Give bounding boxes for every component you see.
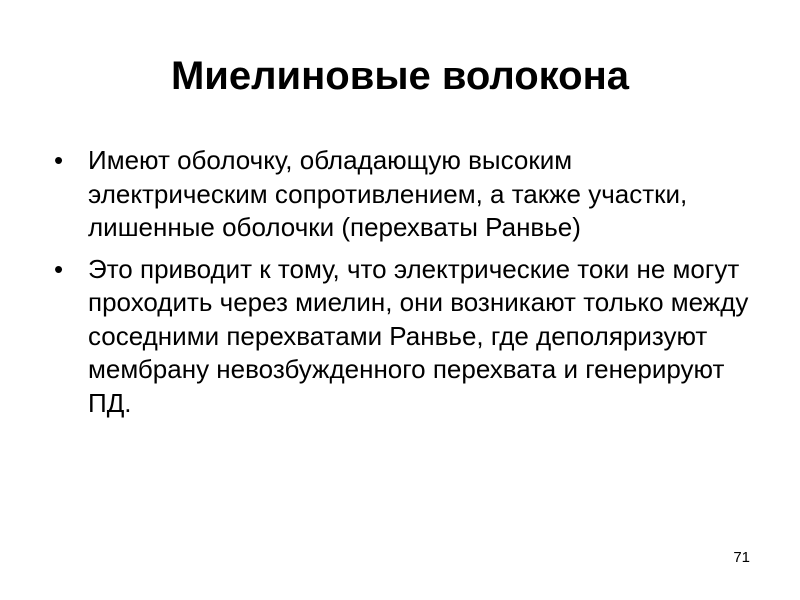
- bullet-dot-icon: •: [54, 145, 64, 175]
- bullet-item: [50, 144, 750, 245]
- page-number: 71: [733, 549, 750, 566]
- bullet-text: Это приводит к тому, что электрические токи не могут проходить через миелин, они возникают только между соседними перехватами Ранвье, где деполяризуют мембрану невозбужденного перехвата и генерируют ПД.: [88, 253, 749, 418]
- bullet-dot-icon: •: [54, 253, 64, 284]
- bullet-list: [50, 144, 750, 428]
- bullet-text: Имеют оболочку, обладающую высоким электрическим сопротивлением, а также участки, лишенные оболочки (перехваты Ранвье): [88, 145, 688, 242]
- slide-title: Миелиновые волокона: [170, 54, 629, 98]
- bullet-item: [50, 253, 750, 421]
